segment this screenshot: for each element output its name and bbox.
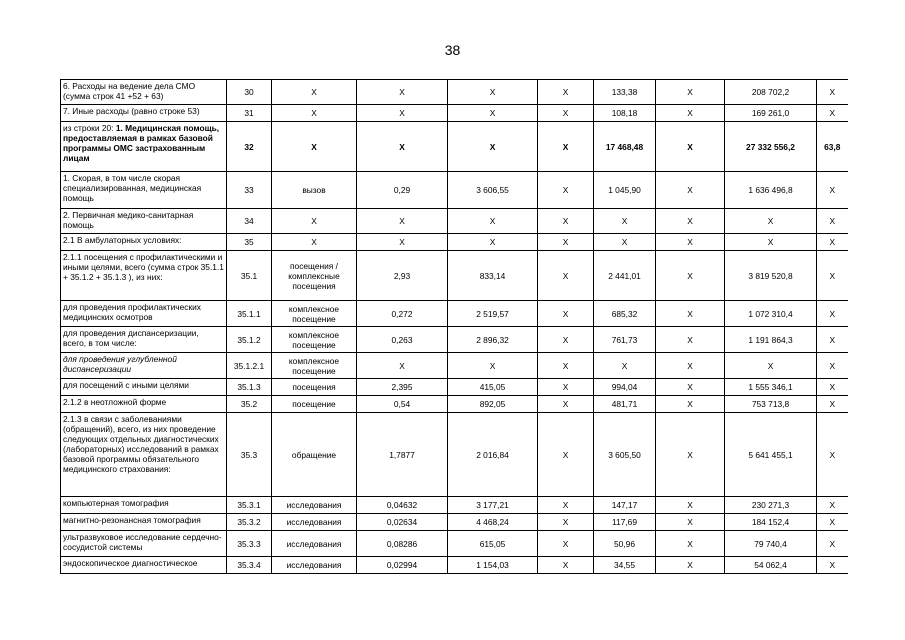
- unit-of-measure-cell: исследования: [272, 514, 357, 531]
- percent-cell: Х: [817, 557, 848, 574]
- unit-of-measure-cell: Х: [272, 105, 357, 122]
- table-row: [61, 353, 848, 379]
- volume-norm-cell: 0,02634: [357, 514, 448, 531]
- oms-total-cell: 79 740,4: [725, 531, 817, 557]
- volume-norm-cell: Х: [357, 80, 448, 105]
- table-row: [61, 531, 848, 557]
- budget-total-cell: Х: [656, 105, 725, 122]
- cost-norm-cell: 2 016,84: [448, 413, 538, 497]
- row-code-cell: 35.3.3: [227, 531, 272, 557]
- percent-cell: Х: [817, 531, 848, 557]
- volume-norm-cell: 0,54: [357, 396, 448, 413]
- budget-total-cell: Х: [656, 172, 725, 209]
- cost-norm-cell: 615,05: [448, 531, 538, 557]
- row-name: компьютерная томография: [61, 497, 227, 514]
- unit-of-measure-cell: Х: [272, 122, 357, 172]
- row-name: ультразвуковое исследование сердечно-сосудистой системы: [61, 531, 227, 557]
- row-code-cell: 34: [227, 209, 272, 234]
- cost-norm-cell: Х: [448, 105, 538, 122]
- row-code-cell: 35.1.2: [227, 327, 272, 353]
- row-name: 2.1.3 в связи с заболеваниями (обращений), всего, из них проведение следующих отдельных диагностических (лабораторных) исследований в рамках базовой программы обязательного медицинского страхования:: [61, 413, 227, 497]
- percent-cell: 63,8: [817, 122, 848, 172]
- budget-total-cell: Х: [656, 531, 725, 557]
- oms-cost-cell: 1 045,90: [594, 172, 656, 209]
- volume-norm-cell: 2,395: [357, 379, 448, 396]
- cost-norm-cell: 4 468,24: [448, 514, 538, 531]
- row-name: 2.1 В амбулаторных условиях:: [61, 234, 227, 251]
- row-name: 2.1.2 в неотложной форме: [61, 396, 227, 413]
- table-row: [61, 234, 848, 251]
- row-code-cell: 35: [227, 234, 272, 251]
- percent-cell: Х: [817, 209, 848, 234]
- row-code-cell: 35.2: [227, 396, 272, 413]
- oms-total-cell: 3 819 520,8: [725, 251, 817, 301]
- volume-norm-cell: 2,93: [357, 251, 448, 301]
- cost-norm-cell: 415,05: [448, 379, 538, 396]
- budget-cost-cell: Х: [538, 209, 594, 234]
- cost-norm-cell: Х: [448, 234, 538, 251]
- row-code-cell: 32: [227, 122, 272, 172]
- row-code-cell: 35.3: [227, 413, 272, 497]
- oms-total-cell: 208 702,2: [725, 80, 817, 105]
- oms-cost-cell: 761,73: [594, 327, 656, 353]
- cost-norm-cell: Х: [448, 122, 538, 172]
- oms-total-cell: 5 641 455,1: [725, 413, 817, 497]
- row-name: для проведения профилактических медицинских осмотров: [61, 301, 227, 327]
- oms-cost-cell: 50,96: [594, 531, 656, 557]
- row-name: 1. Скорая, в том числе скорая специализированная, медицинская помощь: [61, 172, 227, 209]
- volume-norm-cell: 0,04632: [357, 497, 448, 514]
- table-row: [61, 396, 848, 413]
- budget-cost-cell: Х: [538, 122, 594, 172]
- row-name: 6. Расходы на ведение дела СМО (сумма строк 41 +52 + 63): [61, 80, 227, 105]
- budget-total-cell: Х: [656, 209, 725, 234]
- oms-cost-cell: 17 468,48: [594, 122, 656, 172]
- table-row: [61, 122, 848, 172]
- oms-total-cell: 1 636 496,8: [725, 172, 817, 209]
- cost-norm-cell: Х: [448, 80, 538, 105]
- budget-total-cell: Х: [656, 234, 725, 251]
- volume-norm-cell: Х: [357, 209, 448, 234]
- budget-cost-cell: Х: [538, 234, 594, 251]
- row-code-cell: 35.3.4: [227, 557, 272, 574]
- oms-total-cell: 169 261,0: [725, 105, 817, 122]
- budget-cost-cell: Х: [538, 172, 594, 209]
- cost-norm-cell: 3 606,55: [448, 172, 538, 209]
- oms-total-cell: 1 191 864,3: [725, 327, 817, 353]
- oms-total-cell: 1 555 346,1: [725, 379, 817, 396]
- unit-of-measure-cell: комплексное посещение: [272, 301, 357, 327]
- budget-cost-cell: Х: [538, 327, 594, 353]
- budget-cost-cell: Х: [538, 514, 594, 531]
- cost-norm-cell: 3 177,21: [448, 497, 538, 514]
- row-name-bold: 1. Медицинская помощь, предоставляемая в рамках базовой программы ОМС застрахованным лицам: [63, 123, 220, 163]
- table-row: [61, 557, 848, 574]
- percent-cell: Х: [817, 251, 848, 301]
- table-row: [61, 209, 848, 234]
- unit-of-measure-cell: Х: [272, 80, 357, 105]
- percent-cell: Х: [817, 514, 848, 531]
- row-code-cell: 35.3.2: [227, 514, 272, 531]
- row-name: для посещений с иными целями: [61, 379, 227, 396]
- budget-total-cell: Х: [656, 80, 725, 105]
- oms-total-cell: 753 713,8: [725, 396, 817, 413]
- oms-total-cell: 1 072 310,4: [725, 301, 817, 327]
- table-row: [61, 497, 848, 514]
- page-number: 38: [444, 42, 461, 58]
- oms-cost-cell: 481,71: [594, 396, 656, 413]
- unit-of-measure-cell: посещение: [272, 396, 357, 413]
- oms-cost-cell: 3 605,50: [594, 413, 656, 497]
- table-row: [61, 327, 848, 353]
- budget-cost-cell: Х: [538, 396, 594, 413]
- oms-cost-cell: 994,04: [594, 379, 656, 396]
- volume-norm-cell: 1,7877: [357, 413, 448, 497]
- unit-of-measure-cell: комплексное посещение: [272, 327, 357, 353]
- table-row: [61, 514, 848, 531]
- table-row: [61, 105, 848, 122]
- budget-total-cell: Х: [656, 379, 725, 396]
- volume-norm-cell: 0,29: [357, 172, 448, 209]
- unit-of-measure-cell: исследования: [272, 497, 357, 514]
- row-code-cell: 30: [227, 80, 272, 105]
- percent-cell: Х: [817, 80, 848, 105]
- oms-total-cell: 54 062,4: [725, 557, 817, 574]
- volume-norm-cell: Х: [357, 234, 448, 251]
- unit-of-measure-cell: Х: [272, 209, 357, 234]
- budget-cost-cell: Х: [538, 353, 594, 379]
- row-code-cell: 35.3.1: [227, 497, 272, 514]
- percent-cell: Х: [817, 396, 848, 413]
- cost-norm-cell: 2 896,32: [448, 327, 538, 353]
- oms-cost-cell: 685,32: [594, 301, 656, 327]
- row-code-cell: 35.1.3: [227, 379, 272, 396]
- percent-cell: Х: [817, 413, 848, 497]
- unit-of-measure-cell: исследования: [272, 531, 357, 557]
- tariff-table: [60, 79, 848, 574]
- table-row: [61, 172, 848, 209]
- cost-norm-cell: 2 519,57: [448, 301, 538, 327]
- budget-cost-cell: Х: [538, 379, 594, 396]
- unit-of-measure-cell: обращение: [272, 413, 357, 497]
- table-row: [61, 251, 848, 301]
- row-code-cell: 35.1: [227, 251, 272, 301]
- oms-cost-cell: 34,55: [594, 557, 656, 574]
- oms-cost-cell: 2 441,01: [594, 251, 656, 301]
- budget-total-cell: Х: [656, 301, 725, 327]
- row-name-prefix: из строки 20:: [63, 123, 116, 133]
- budget-total-cell: Х: [656, 327, 725, 353]
- oms-cost-cell: Х: [594, 234, 656, 251]
- row-name: для проведения диспансеризации, всего, в том числе:: [61, 327, 227, 353]
- oms-cost-cell: Х: [594, 209, 656, 234]
- row-code-cell: 31: [227, 105, 272, 122]
- cost-norm-cell: Х: [448, 209, 538, 234]
- budget-cost-cell: Х: [538, 413, 594, 497]
- row-name: 2.1.1 посещения с профилактическими и иными целями, всего (сумма строк 35.1.1 + 35.1.2 + 35.1.3 ), из них:: [61, 251, 227, 301]
- row-name: [61, 122, 227, 172]
- oms-total-cell: 27 332 556,2: [725, 122, 817, 172]
- row-name: магнитно-резонансная томография: [61, 514, 227, 531]
- volume-norm-cell: Х: [357, 353, 448, 379]
- budget-cost-cell: Х: [538, 80, 594, 105]
- table-row: [61, 301, 848, 327]
- percent-cell: Х: [817, 301, 848, 327]
- cost-norm-cell: Х: [448, 353, 538, 379]
- budget-total-cell: Х: [656, 413, 725, 497]
- oms-cost-cell: 108,18: [594, 105, 656, 122]
- table-body: [61, 80, 848, 574]
- budget-total-cell: Х: [656, 353, 725, 379]
- budget-cost-cell: Х: [538, 301, 594, 327]
- volume-norm-cell: 0,08286: [357, 531, 448, 557]
- table-row: [61, 379, 848, 396]
- volume-norm-cell: 0,272: [357, 301, 448, 327]
- cost-norm-cell: 1 154,03: [448, 557, 538, 574]
- unit-of-measure-cell: посещения: [272, 379, 357, 396]
- unit-of-measure-cell: комплексное посещение: [272, 353, 357, 379]
- budget-cost-cell: Х: [538, 531, 594, 557]
- table-row: [61, 80, 848, 105]
- cost-norm-cell: 892,05: [448, 396, 538, 413]
- row-name: 2. Первичная медико-санитарная помощь: [61, 209, 227, 234]
- unit-of-measure-cell: Х: [272, 234, 357, 251]
- percent-cell: Х: [817, 353, 848, 379]
- unit-of-measure-cell: вызов: [272, 172, 357, 209]
- row-name: для проведения углубленной диспансеризации: [61, 353, 227, 379]
- oms-total-cell: Х: [725, 353, 817, 379]
- volume-norm-cell: 0,263: [357, 327, 448, 353]
- volume-norm-cell: 0,02994: [357, 557, 448, 574]
- row-code-cell: 33: [227, 172, 272, 209]
- table-row: [61, 413, 848, 497]
- oms-cost-cell: 147,17: [594, 497, 656, 514]
- percent-cell: Х: [817, 327, 848, 353]
- oms-cost-cell: 133,38: [594, 80, 656, 105]
- budget-total-cell: Х: [656, 251, 725, 301]
- percent-cell: Х: [817, 172, 848, 209]
- budget-total-cell: Х: [656, 557, 725, 574]
- percent-cell: Х: [817, 105, 848, 122]
- row-code-cell: 35.1.2.1: [227, 353, 272, 379]
- budget-total-cell: Х: [656, 396, 725, 413]
- oms-total-cell: 230 271,3: [725, 497, 817, 514]
- oms-cost-cell: 117,69: [594, 514, 656, 531]
- percent-cell: Х: [817, 497, 848, 514]
- cost-norm-cell: 833,14: [448, 251, 538, 301]
- budget-cost-cell: Х: [538, 251, 594, 301]
- budget-total-cell: Х: [656, 514, 725, 531]
- oms-total-cell: 184 152,4: [725, 514, 817, 531]
- percent-cell: Х: [817, 379, 848, 396]
- row-name: эндоскопическое диагностическое: [61, 557, 227, 574]
- row-code-cell: 35.1.1: [227, 301, 272, 327]
- budget-cost-cell: Х: [538, 557, 594, 574]
- budget-cost-cell: Х: [538, 497, 594, 514]
- budget-total-cell: Х: [656, 122, 725, 172]
- volume-norm-cell: Х: [357, 122, 448, 172]
- row-name: 7. Иные расходы (равно строке 53): [61, 105, 227, 122]
- unit-of-measure-cell: исследования: [272, 557, 357, 574]
- budget-total-cell: Х: [656, 497, 725, 514]
- oms-cost-cell: Х: [594, 353, 656, 379]
- oms-total-cell: Х: [725, 209, 817, 234]
- budget-cost-cell: Х: [538, 105, 594, 122]
- unit-of-measure-cell: посещения / комплексные посещения: [272, 251, 357, 301]
- oms-total-cell: Х: [725, 234, 817, 251]
- volume-norm-cell: Х: [357, 105, 448, 122]
- percent-cell: Х: [817, 234, 848, 251]
